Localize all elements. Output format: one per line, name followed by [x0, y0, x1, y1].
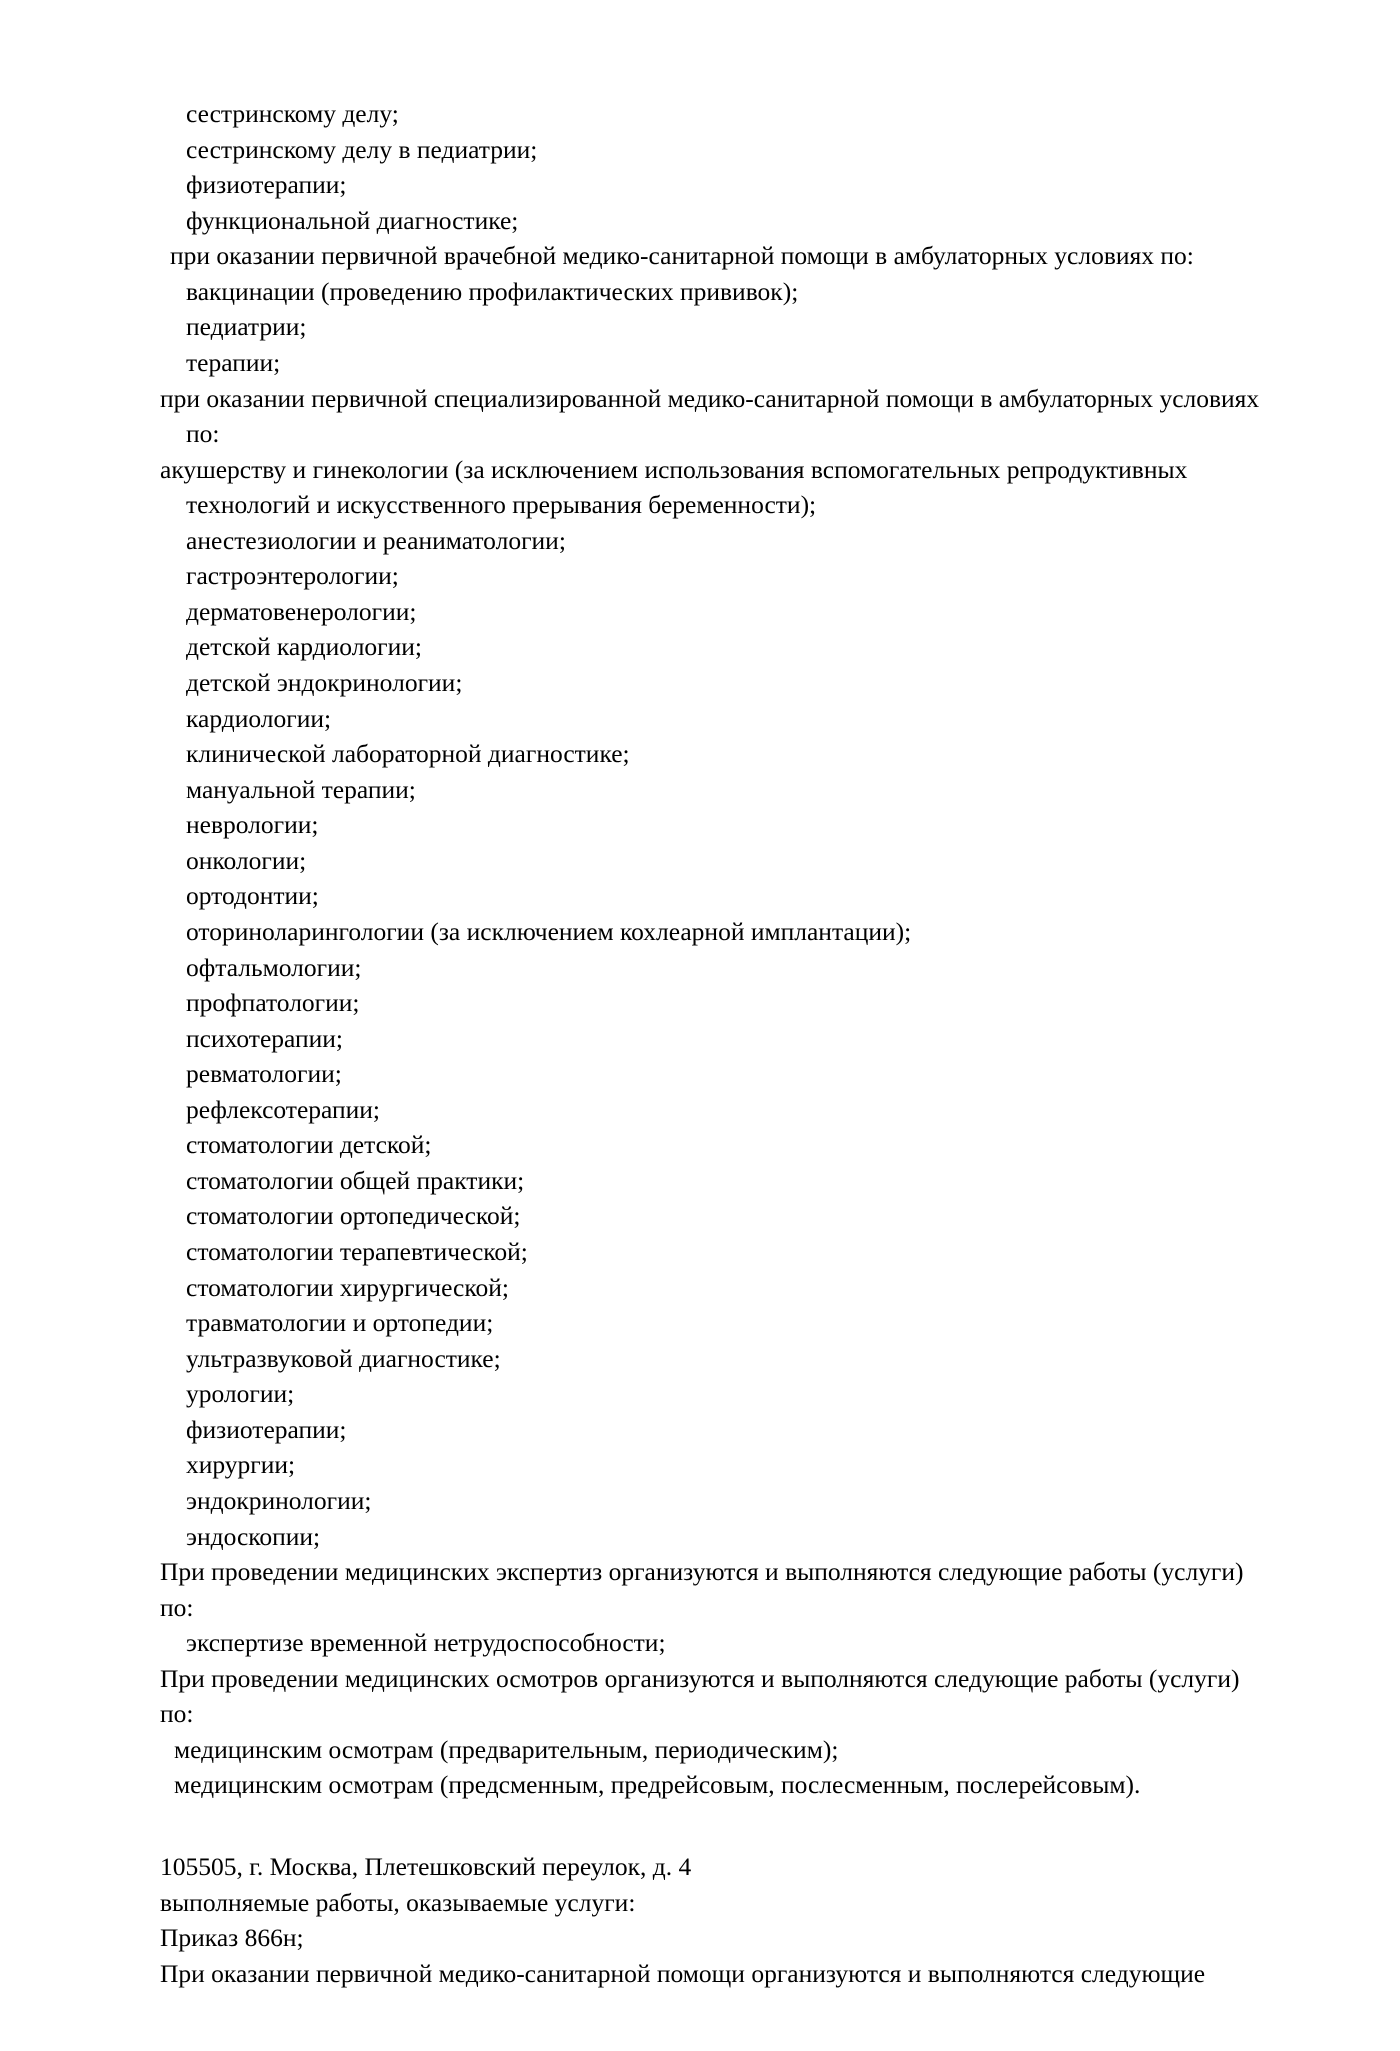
list-item: мануальной терапии;: [186, 774, 416, 804]
list-item: кардиологии;: [186, 703, 332, 733]
list-item: стоматологии хирургической;: [186, 1272, 509, 1302]
paragraph: При оказании первичной медико-санитарной помощи организуются и выполняются следующие: [160, 1958, 1206, 1988]
list-item: физиотерапии;: [186, 1414, 347, 1444]
paragraph: При проведении медицинских экспертиз организуются и выполняются следующие работы (услуги) по:: [160, 1557, 1250, 1622]
list-item: оториноларингологии (за исключением кохлеарной имплантации);: [186, 916, 912, 946]
list-item: онкологии;: [186, 845, 307, 875]
list-item: медицинским осмотрам (предварительным, периодическим);: [174, 1734, 839, 1764]
section-nursing-list: [160, 96, 1266, 1803]
section-address-block: [160, 1849, 1260, 1991]
services-label: выполняемые работы, оказываемые услуги:: [160, 1887, 636, 1917]
list-item: ревматологии;: [186, 1059, 342, 1089]
list-item: вакцинации (проведению профилактических прививок);: [186, 276, 799, 306]
list-item: стоматологии детской;: [186, 1130, 432, 1160]
list-item: сестринскому делу;: [186, 99, 399, 128]
list-item: стоматологии ортопедической;: [186, 1201, 521, 1231]
list-item: анестезиологии и реаниматологии;: [186, 525, 566, 555]
list-item: стоматологии общей практики;: [186, 1165, 525, 1195]
list-item: педиатрии;: [186, 312, 307, 342]
list-item: психотерапии;: [186, 1023, 344, 1053]
list-item: ортодонтии;: [186, 881, 319, 911]
document-body: [160, 96, 1266, 1991]
list-item: офтальмологии;: [186, 952, 362, 982]
list-item: терапии;: [186, 347, 281, 377]
list-item: эндокринологии;: [186, 1485, 372, 1515]
list-item: гастроэнтерологии;: [186, 561, 399, 591]
paragraph: При проведении медицинских осмотров организуются и выполняются следующие работы (услуги) по:: [160, 1663, 1246, 1729]
list-item: эндоскопии;: [186, 1521, 321, 1551]
section-spacer: [160, 1803, 1260, 1849]
list-item: клинической лабораторной диагностике;: [186, 739, 630, 769]
list-item: медицинским осмотрам (предсменным, предрейсовым, послесменным, послерейсовым).: [174, 1770, 1141, 1800]
list-heading: при оказании первичной врачебной медико-санитарной помощи в амбулаторных условиях по:: [170, 241, 1194, 271]
list-item: экспертизе временной нетрудоспособности;: [186, 1628, 666, 1658]
list-item: физиотерапии;: [186, 170, 347, 200]
list-item: неврологии;: [186, 810, 319, 840]
list-item: ультразвуковой диагностике;: [186, 1343, 501, 1373]
list-item: детской кардиологии;: [186, 632, 423, 662]
list-item: травматологии и ортопедии;: [186, 1308, 494, 1338]
list-item: стоматологии терапевтической;: [186, 1237, 528, 1266]
order-reference: Приказ 866н;: [160, 1923, 304, 1953]
address-line: 105505, г. Москва, Плетешковский переулок, д. 4: [160, 1852, 692, 1881]
list-item: детской эндокринологии;: [186, 668, 463, 697]
list-item: акушерству и гинекологии (за исключением использования вспомогательных репродуктивных технологий и искусственного прерывания беременности);: [160, 454, 1194, 520]
list-item: дерматовенерологии;: [186, 596, 417, 626]
list-item: функциональной диагностике;: [186, 205, 519, 235]
list-item: урологии;: [186, 1379, 295, 1409]
list-item: хирургии;: [186, 1450, 296, 1480]
list-item: профпатологии;: [186, 988, 360, 1018]
list-item: сестринскому делу в педиатрии;: [186, 134, 538, 164]
list-item: рефлексотерапии;: [186, 1094, 381, 1124]
list-heading: при оказании первичной специализированной медико-санитарной помощи в амбулаторных условиях по:: [160, 383, 1266, 449]
